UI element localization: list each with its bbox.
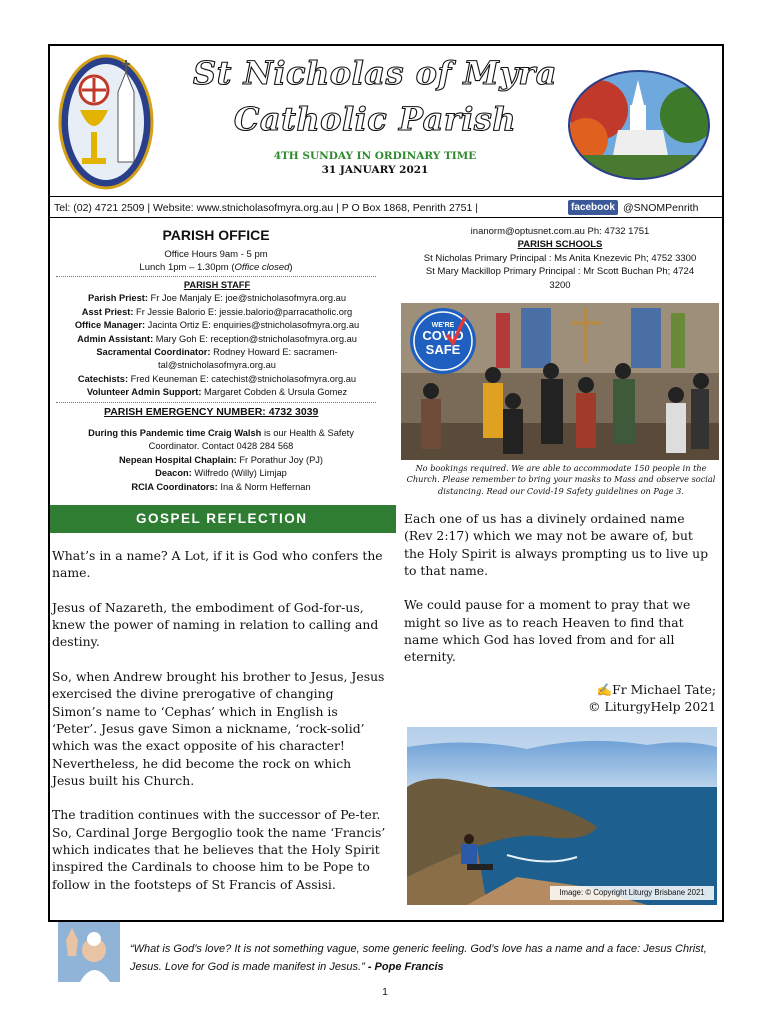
parish-office-heading: PARISH OFFICE [162, 227, 270, 243]
contact-detail: Coordinator. Contact 0428 284 568 [148, 441, 294, 452]
staff-line [52, 292, 382, 305]
contact-details[interactable]: Tel: (02) 4721 2509 | Website: www.stnicholasofmyra.org.au | P O Box 1868, Penrith 2751 | [54, 202, 478, 214]
staff-line [52, 346, 382, 359]
reflection-paragraph: So, when Andrew brought his brother to Jesus, Jesus exercised the divine prerogative of changing Simon’s name to ‘Cephas’ which in English is ‘Peter’. Jesus gave Simon a nickname, ‘rock-solid’ which was the exact opposite of his character! Nevertheless, he did become the rock on which Jesus built his Church. [52, 669, 385, 788]
office-hours-line: Office Hours 9am - 5 pm [164, 249, 268, 260]
coastline-photo [407, 727, 717, 905]
divider [56, 402, 376, 403]
reflection-signature [404, 681, 716, 716]
contact-role: Nepean Hospital Chaplain: [118, 454, 237, 465]
staff-line [52, 306, 382, 319]
office-hours [56, 248, 376, 274]
staff-detail[interactable]: Fred Keuneman E: catechist@stnicholasofmyra.org.au [128, 373, 357, 384]
lunch-line [56, 261, 376, 274]
contact-detail: is our Health & Safety [261, 428, 354, 438]
staff-detail[interactable]: Mary Goh E: reception@stnicholasofmyra.org.au [153, 333, 357, 344]
staff-role: Office Manager: [74, 320, 146, 331]
staff-detail[interactable]: Jacinta Ortiz E: enquiries@stnicholasofmyra.org.au [145, 320, 360, 331]
staff-detail[interactable]: Rodney Howard E: sacramen- [210, 347, 338, 358]
staff-line [52, 333, 382, 346]
staff-role: Volunteer Admin Support: [86, 387, 202, 398]
contact-line [56, 467, 386, 480]
school-line: St Mary Mackillop Primary Principal : Mr Scott Buchan Ph; 4724 [425, 266, 695, 278]
parish-title-line1: St Nicholas of Myra [193, 54, 557, 92]
emergency-number: PARISH EMERGENCY NUMBER: 4732 3039 [104, 406, 319, 418]
covid-badge-small: WE'RE [431, 322, 455, 329]
staff-line [52, 386, 382, 399]
school-line: St Nicholas Primary Principal : Ms Anita Knezevic Ph; 4752 3300 [423, 252, 697, 264]
contact-role: During this Pandemic time Craig Walsh [88, 428, 262, 438]
contact-detail: Wilfredo (Willy) Limjap [191, 468, 287, 479]
page-number: 1 [382, 987, 388, 998]
staff-line [52, 319, 382, 332]
divider [56, 276, 376, 277]
contact-detail: Fr Porathur Joy (PJ) [236, 454, 324, 465]
reflection-right-column [404, 510, 716, 683]
contact-role: RCIA Coordinators: [131, 481, 218, 492]
parish-group-photo [401, 303, 719, 460]
parish-logo [56, 52, 156, 192]
photo-caption: No bookings required. We are able to accommodate 150 people in the Church. Please remember to bring your masks to Mass and observe social distancing. Read our Covid-19 Safety guidelines on Page 3. [406, 463, 716, 496]
staff-detail[interactable]: Fr Joe Manjaly E: joe@stnicholasofmyra.org.au [147, 293, 346, 304]
facebook-handle[interactable]: @SNOMPenrith [623, 202, 699, 214]
covid-badge-word2: SAFE [425, 342, 461, 357]
reflection-left-column [52, 547, 386, 910]
email-line[interactable]: inanorm@optusnet.com.au Ph: 4732 1751 [470, 226, 650, 237]
bulletin-date: 31 JANUARY 2021 [321, 164, 429, 176]
reflection-paragraph: Jesus of Nazareth, the embodiment of God-for-us, knew the power of naming in relation to calling and destiny. [52, 599, 379, 650]
contact-line [56, 440, 386, 453]
reflection-paragraph: Each one of us has a divinely ordained name (Rev 2:17) which we may not be aware of, but the Holy Spirit is always prompting us to live up to that name. [404, 511, 709, 578]
contact-line [56, 481, 386, 494]
quote-author: - Pope Francis [367, 961, 444, 973]
author-line: ✍Fr Michael Tate; [596, 682, 716, 697]
staff-detail[interactable]: Fr Jessie Balorio E: jessie.balorio@parracatholic.org [133, 306, 353, 317]
lunch-suffix: ) [289, 262, 293, 273]
contact-role: Deacon: [155, 468, 192, 479]
parish-staff [52, 279, 382, 400]
staff-role: Admin Assistant: [77, 333, 154, 344]
staff-role: Parish Priest: [88, 293, 148, 304]
staff-detail: Margaret Cobden & Ursula Gomez [201, 387, 348, 398]
facebook-icon[interactable]: facebook [568, 200, 618, 215]
schools-heading: PARISH SCHOOLS [517, 239, 603, 251]
contact-line [56, 427, 386, 440]
copyright-line: © LiturgyHelp 2021 [588, 699, 716, 715]
staff-detail[interactable]: tal@stnicholasofmyra.org.au [158, 360, 276, 371]
contact-bar [48, 196, 724, 218]
gospel-reflection-banner: GOSPEL REFLECTION [50, 505, 396, 533]
schools-block [400, 225, 720, 292]
reflection-paragraph: The tradition continues with the successor of Pe-ter. So, Cardinal Jorge Bergoglio took the name ‘Francis’ which indicates that he believes that the Holy Spirit inspired the Cardinals to choose him to be Pope to follow in the footsteps of St Francis of Assisi. [52, 807, 386, 892]
pandemic-contacts [56, 427, 386, 494]
staff-role: Asst Priest: [81, 306, 134, 317]
contact-detail: Ina & Norm Heffernan [217, 481, 311, 492]
staff-role: Sacramental Coordinator: [96, 347, 211, 358]
reflection-paragraph: We could pause for a moment to pray that we might so live as to reach Heaven to find that name which God has loved from and for all eternity. [404, 597, 691, 665]
liturgical-sunday: 4TH SUNDAY IN ORDINARY TIME [273, 150, 477, 162]
quote-text: “What is God’s love? It is not something vague, some generic feeling. God’s love has a name and a face: Jesus Christ, Jesus. Love for God is made manifest in Jesus.” [130, 943, 707, 973]
staff-heading: PARISH STAFF [183, 280, 251, 290]
image-credit: Image: © Copyright Liturgy Brisbane 2021 [550, 886, 714, 900]
staff-line [52, 373, 382, 386]
pope-francis-photo [58, 922, 120, 982]
contact-line [56, 454, 386, 467]
staff-line [52, 359, 382, 372]
reflection-paragraph: What’s in a name? A Lot, if it is God who confers the name. [52, 548, 383, 581]
school-line: 3200 [549, 279, 571, 291]
office-closed: Office closed [234, 262, 290, 273]
staff-role: Catechists: [77, 373, 129, 384]
lunch-prefix: Lunch 1pm – 1.30pm ( [139, 262, 235, 273]
pope-quote [130, 940, 710, 976]
parish-title-line2: Catholic Parish [233, 100, 517, 138]
covid-badge-word1: COVID [422, 328, 464, 343]
